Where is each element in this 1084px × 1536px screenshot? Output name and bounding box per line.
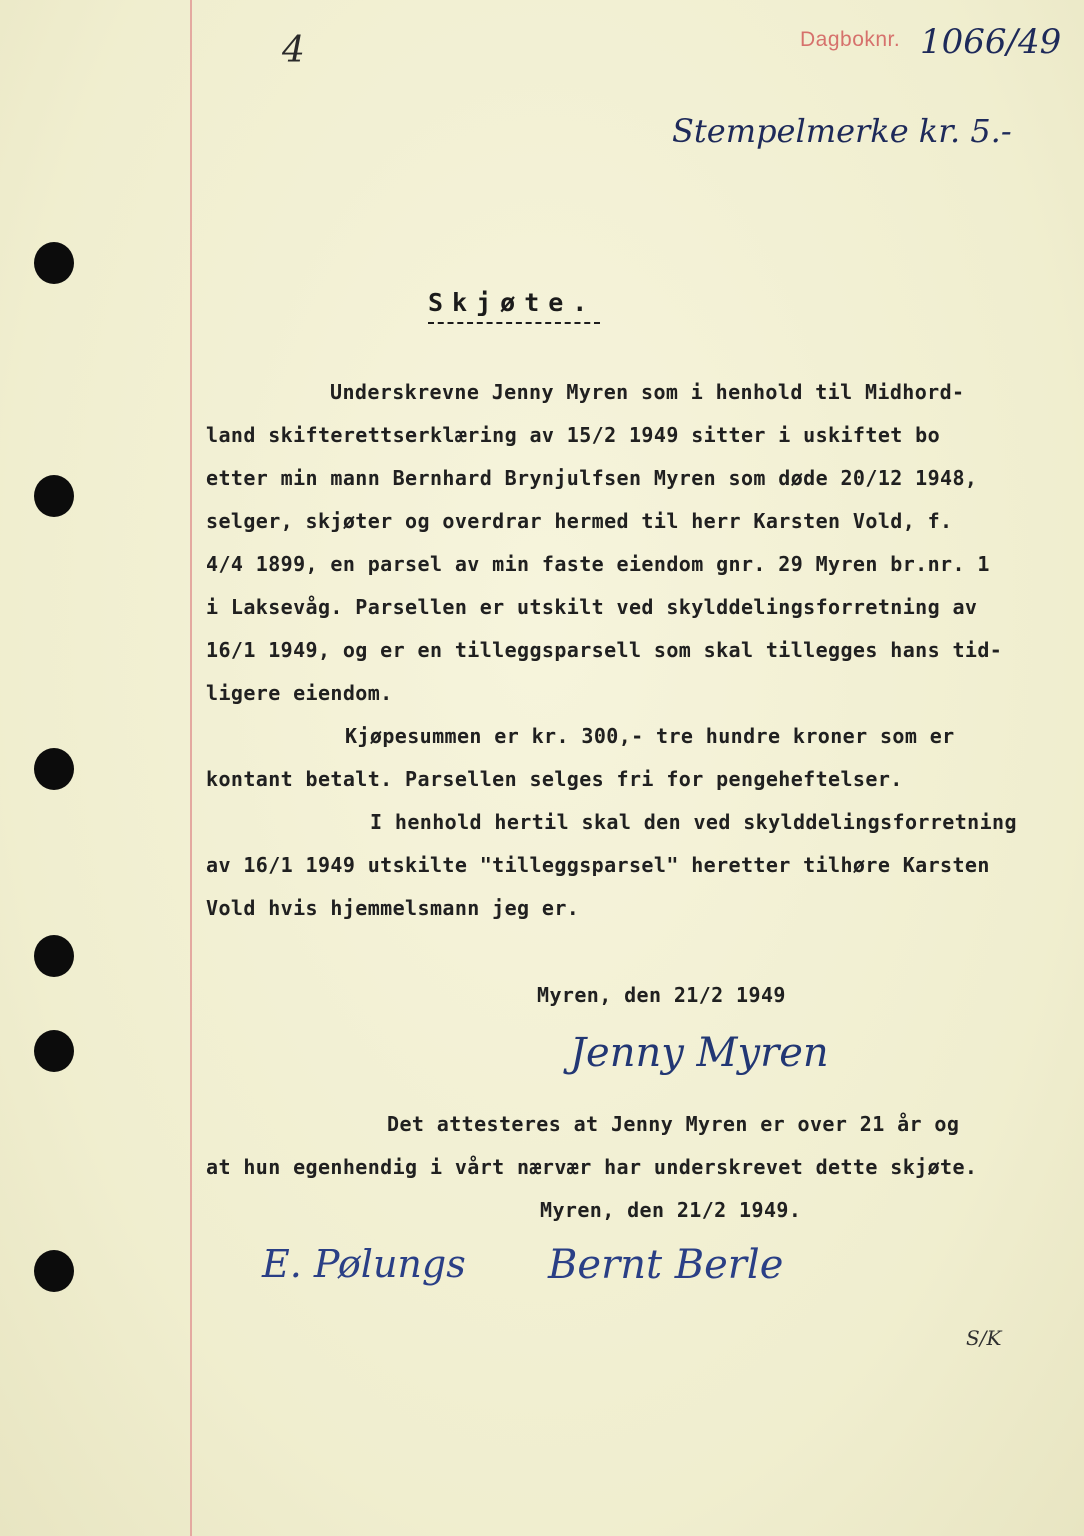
body-line: i Laksevåg. Parsellen er utskilt ved skylddelingsforretning av — [206, 595, 978, 619]
body-line: kontant betalt. Parsellen selges fri for pengeheftelser. — [206, 767, 903, 791]
dagbok-stamp-label: Dagboknr. — [800, 28, 901, 51]
attestation-line: at hun egenhendig i vårt nærvær har underskrevet dette skjøte. — [206, 1155, 978, 1179]
body-line: av 16/1 1949 utskilte "tilleggsparsel" heretter tilhøre Karsten — [206, 853, 990, 877]
attestation-line: Det attesteres at Jenny Myren er over 21 år og — [387, 1112, 960, 1136]
punch-hole — [34, 1250, 74, 1292]
signature-witness-2: Bernt Berle — [548, 1242, 784, 1288]
margin-rule — [190, 0, 192, 1536]
punch-hole — [34, 748, 74, 790]
corner-mark: 4 — [282, 30, 305, 71]
title-underline — [428, 322, 600, 324]
body-line: etter min mann Bernhard Brynjulfsen Myren som døde 20/12 1948, — [206, 466, 978, 490]
place-date: Myren, den 21/2 1949. — [540, 1198, 802, 1222]
body-line: selger, skjøter og overdrar hermed til herr Karsten Vold, f. — [206, 509, 953, 533]
punch-hole — [34, 935, 74, 977]
body-line: Kjøpesummen er kr. 300,- tre hundre kroner som er — [345, 724, 955, 748]
document-title: Skjøte. — [428, 288, 597, 317]
body-line: land skifterettserklæring av 15/2 1949 sitter i uskiftet bo — [206, 423, 941, 447]
dagbok-number: 1066/49 — [920, 22, 1062, 62]
body-line: I henhold hertil skal den ved skylddelingsforretning — [370, 810, 1017, 834]
signature-witness-1: E. Pølungs — [262, 1242, 466, 1286]
body-line: 16/1 1949, og er en tilleggsparsell som skal tillegges hans tid- — [206, 638, 1003, 662]
body-line: Vold hvis hjemmelsmann jeg er. — [206, 896, 580, 920]
clerk-initials: S/K — [966, 1326, 1002, 1350]
stamp-fee-note: Stempelmerke kr. 5.- — [672, 112, 1012, 150]
punch-hole — [34, 1030, 74, 1072]
body-line: 4/4 1899, en parsel av min faste eiendom gnr. 29 Myren br.nr. 1 — [206, 552, 990, 576]
body-line: Underskrevne Jenny Myren som i henhold til Midhord- — [330, 380, 965, 404]
signature-seller: Jenny Myren — [570, 1030, 829, 1076]
punch-hole — [34, 475, 74, 517]
punch-hole — [34, 242, 74, 284]
place-date: Myren, den 21/2 1949 — [537, 983, 786, 1007]
body-line: ligere eiendom. — [206, 681, 393, 705]
